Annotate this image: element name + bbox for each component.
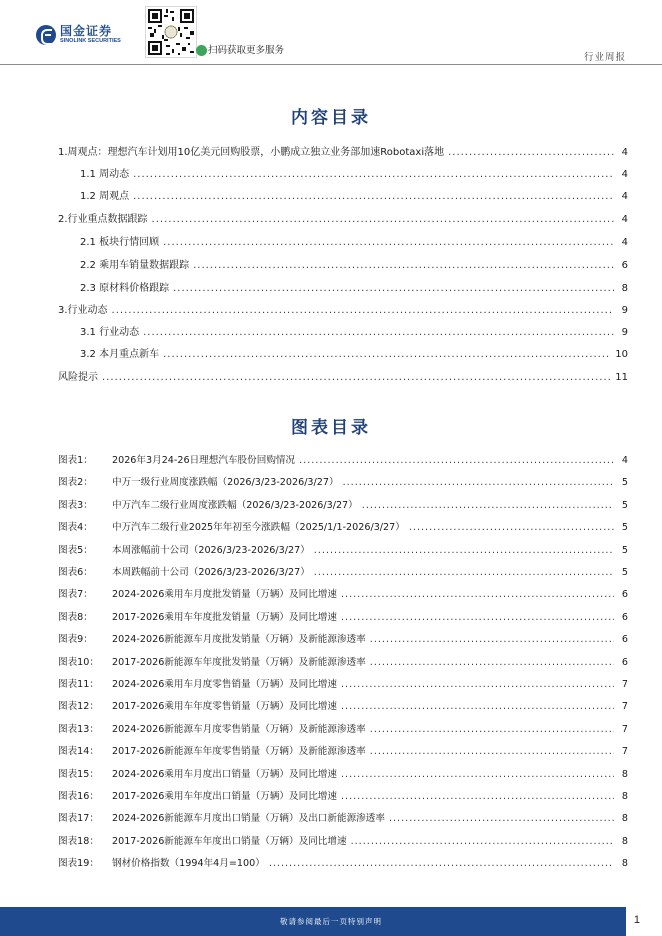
toc-entry-label: 2.行业重点数据跟踪 [58, 214, 148, 225]
figure-entry[interactable] [58, 452, 628, 470]
header-divider [0, 64, 662, 65]
dot-leader [314, 542, 614, 560]
toc-entry-page: 4 [621, 237, 628, 248]
toc-entry[interactable] [80, 346, 628, 364]
toc-entry[interactable] [58, 211, 628, 229]
toc-entry[interactable] [80, 188, 628, 206]
toc-entry-page: 10 [615, 349, 628, 360]
toc-entry-label: 3.行业动态 [58, 305, 108, 316]
toc-entry[interactable] [80, 166, 628, 184]
toc-entry-label: 1.1 周动态 [80, 169, 130, 180]
toc-entry-page: 6 [621, 260, 628, 271]
logo-name-en: SINOLINK SECURITIES [60, 38, 121, 44]
toc-entry[interactable] [80, 280, 628, 298]
figure-entry-label: 2026年3月24-26日理想汽车股份回购情况 [112, 455, 296, 466]
dot-leader [370, 631, 614, 649]
dot-leader [362, 497, 614, 515]
dot-leader [351, 833, 614, 851]
toc-entry[interactable] [80, 324, 628, 342]
dot-leader [163, 234, 614, 252]
figure-number: 图表4： [58, 522, 93, 533]
figure-number: 图表6： [58, 567, 93, 578]
figure-entry-label: 2017-2026新能源车年度出口销量（万辆）及同比增速 [112, 836, 347, 847]
figure-number: 图表17： [58, 813, 99, 824]
toc-entry-page: 4 [621, 214, 628, 225]
figure-entry-page: 5 [621, 477, 628, 488]
figure-entry-label: 中万一级行业周度涨跌幅（2026/3/23-2026/3/27） [112, 477, 339, 488]
toc-entry-page: 4 [621, 147, 628, 158]
figure-entry-page: 6 [621, 634, 628, 645]
figure-entry[interactable] [58, 855, 628, 873]
figure-number: 图表11： [58, 679, 99, 690]
figure-entry[interactable] [58, 766, 628, 784]
dot-leader [341, 766, 614, 784]
dot-leader [133, 166, 614, 184]
dot-leader [343, 474, 614, 492]
dot-leader [152, 211, 614, 229]
toc-entry[interactable] [80, 234, 628, 252]
logo-icon [36, 25, 56, 45]
dot-leader [102, 369, 611, 387]
dot-leader [409, 519, 614, 537]
figure-entry-label: 2024-2026乘用车月度出口销量（万辆）及同比增速 [112, 769, 337, 780]
dot-leader [370, 654, 614, 672]
toc-entry[interactable] [58, 369, 628, 387]
figure-entry-page: 6 [621, 589, 628, 600]
figure-entry[interactable] [58, 564, 628, 582]
figure-number: 图表18： [58, 836, 99, 847]
toc-entry-page: 11 [615, 372, 628, 383]
page-footer [0, 907, 662, 936]
toc-entry-page: 4 [621, 191, 628, 202]
toc-entry-label: 2.3 原材料价格跟踪 [80, 283, 170, 294]
toc-entry-label: 风险提示 [58, 372, 98, 383]
dot-leader [341, 676, 614, 694]
figure-entry[interactable] [58, 721, 628, 739]
figure-entry-label: 2017-2026乘用车年度出口销量（万辆）及同比增速 [112, 791, 337, 802]
figure-entry-label: 2024-2026新能源车月度出口销量（万辆）及出口新能源渗透率 [112, 813, 385, 824]
figure-number: 图表2： [58, 477, 93, 488]
toc-entry-label: 2.1 板块行情回顾 [80, 237, 160, 248]
figure-entry-label: 2024-2026新能源车月度批发销量（万辆）及新能源渗透率 [112, 634, 366, 645]
figure-entry-label: 2017-2026新能源车年度批发销量（万辆）及新能源渗透率 [112, 657, 366, 668]
figure-list-title: 图表目录 [291, 418, 371, 438]
figure-number: 图表10： [58, 657, 99, 668]
figure-entry-page: 7 [621, 701, 628, 712]
figure-entry-page: 5 [621, 522, 628, 533]
dot-leader [370, 743, 614, 761]
dot-leader [448, 144, 614, 162]
toc-entry[interactable] [80, 257, 628, 275]
page-number-box [626, 907, 662, 936]
figure-number: 图表9： [58, 634, 93, 645]
figure-entry-label: 2017-2026乘用车年度零售销量（万辆）及同比增速 [112, 701, 337, 712]
figure-entry[interactable] [58, 586, 628, 604]
toc-title: 内容目录 [291, 108, 371, 128]
qr-code-icon[interactable] [145, 6, 197, 58]
toc-entry-page: 8 [621, 283, 628, 294]
dot-leader [341, 609, 614, 627]
figure-number: 图表5： [58, 545, 93, 556]
figure-entry-page: 8 [621, 791, 628, 802]
figure-entry-page: 8 [621, 858, 628, 869]
figure-entry[interactable] [58, 743, 628, 761]
dot-leader [341, 698, 614, 716]
figure-entry-label: 2017-2026新能源车年度零售销量（万辆）及新能源渗透率 [112, 746, 366, 757]
figure-number: 图表8： [58, 612, 93, 623]
dot-leader [370, 721, 614, 739]
figure-entry-label: 中万汽车二级行业周度涨跌幅（2026/3/23-2026/3/27） [112, 500, 358, 511]
dot-leader [269, 855, 614, 873]
dot-leader [341, 586, 614, 604]
figure-entry[interactable] [58, 474, 628, 492]
figure-entry[interactable] [58, 698, 628, 716]
figure-entry-label: 2017-2026乘用车年度批发销量（万辆）及同比增速 [112, 612, 337, 623]
figure-entry-page: 4 [621, 455, 628, 466]
toc-entry-label: 2.2 乘用车销量数据跟踪 [80, 260, 190, 271]
figure-entry-page: 7 [621, 679, 628, 690]
figure-entry-label: 2024-2026乘用车月度零售销量（万辆）及同比增速 [112, 679, 337, 690]
qr-caption: 扫码获取更多服务 [208, 45, 285, 56]
figure-entry-page: 6 [621, 612, 628, 623]
figure-number: 图表12： [58, 701, 99, 712]
figure-entry-label: 2024-2026新能源车月度零售销量（万辆）及新能源渗透率 [112, 724, 366, 735]
dot-leader [173, 280, 614, 298]
figure-entry[interactable] [58, 788, 628, 806]
figure-number: 图表13： [58, 724, 99, 735]
toc-entry-label: 3.1 行业动态 [80, 327, 140, 338]
toc-entry-label: 3.2 本月重点新车 [80, 349, 160, 360]
company-logo [36, 25, 121, 45]
figure-entry-page: 5 [621, 545, 628, 556]
figure-number: 图表15： [58, 769, 99, 780]
toc-entry-page: 9 [621, 327, 628, 338]
page-header [0, 0, 662, 64]
figure-entry[interactable] [58, 497, 628, 515]
figure-entry-label: 钢材价格指数（1994年4月=100） [112, 858, 265, 869]
figure-entry[interactable] [58, 609, 628, 627]
dot-leader [389, 810, 614, 828]
figure-entry-page: 7 [621, 746, 628, 757]
figure-entry[interactable] [58, 631, 628, 649]
logo-name-cn: 国金证券 [60, 24, 113, 38]
toc-entry-label: 1.2 周观点 [80, 191, 130, 202]
figure-entry-page: 6 [621, 657, 628, 668]
dot-leader [112, 302, 614, 320]
figure-number: 图表3： [58, 500, 93, 511]
dot-leader [314, 564, 614, 582]
dot-leader [299, 452, 614, 470]
figure-entry[interactable] [58, 676, 628, 694]
figure-number: 图表14： [58, 746, 99, 757]
figure-entry-page: 8 [621, 836, 628, 847]
toc-entry[interactable] [58, 302, 628, 320]
figure-entry-page: 8 [621, 813, 628, 824]
figure-entry[interactable] [58, 833, 628, 851]
figure-number: 图表7： [58, 589, 93, 600]
toc-entry-page: 9 [621, 305, 628, 316]
dot-leader [341, 788, 614, 806]
toc-entry-label: 1.周观点：理想汽车计划用10亿美元回购股票，小鹏成立独立业务部加速Robotaxi落地 [58, 147, 445, 158]
page-number: 1 [633, 914, 640, 926]
footer-disclaimer: 敬请参阅最后一页特别声明 [280, 917, 382, 926]
figure-entry-label: 本周涨幅前十公司（2026/3/23-2026/3/27） [112, 545, 310, 556]
figure-entry-page: 5 [621, 500, 628, 511]
wechat-icon [196, 45, 207, 56]
dot-leader [143, 324, 614, 342]
figure-number: 图表1： [58, 455, 93, 466]
dot-leader [193, 257, 614, 275]
dot-leader [133, 188, 614, 206]
dot-leader [163, 346, 611, 364]
figure-entry-page: 7 [621, 724, 628, 735]
figure-entry[interactable] [58, 654, 628, 672]
figure-entry-label: 2024-2026乘用车月度批发销量（万辆）及同比增速 [112, 589, 337, 600]
figure-entry[interactable] [58, 519, 628, 537]
figure-number: 图表19： [58, 858, 99, 869]
figure-entry-label: 中万汽车二级行业2025年年初至今涨跌幅（2025/1/1-2026/3/27） [112, 522, 405, 533]
figure-entry[interactable] [58, 810, 628, 828]
figure-entry[interactable] [58, 542, 628, 560]
figure-entry-page: 8 [621, 769, 628, 780]
report-type-tag: 行业周报 [583, 52, 626, 63]
figure-entry-page: 5 [621, 567, 628, 578]
figure-entry-label: 本周跌幅前十公司（2026/3/23-2026/3/27） [112, 567, 310, 578]
toc-entry[interactable] [58, 144, 628, 162]
figure-number: 图表16： [58, 791, 99, 802]
toc-entry-page: 4 [621, 169, 628, 180]
